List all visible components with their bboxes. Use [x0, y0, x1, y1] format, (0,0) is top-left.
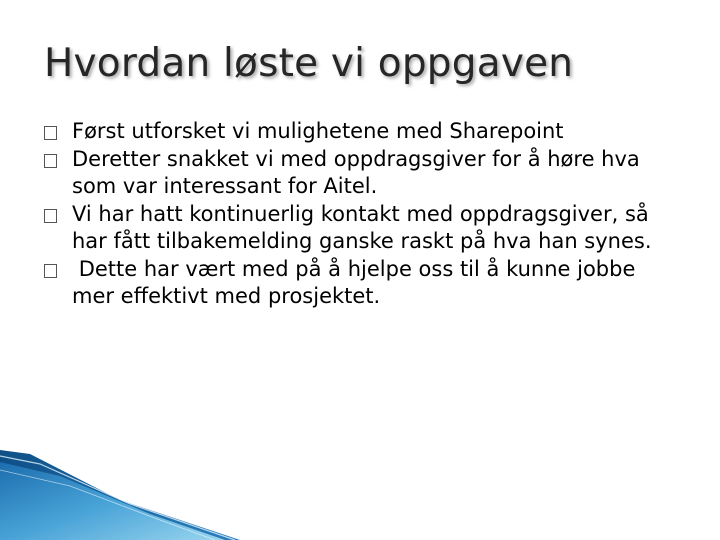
empty-square-icon	[44, 209, 57, 223]
bullet-text: Først utforsket vi mulighetene med Sharepoint	[72, 119, 564, 143]
bullet-item	[44, 118, 684, 146]
bullet-list	[44, 118, 684, 311]
slide-title: Hvordan løste vi oppgaven	[44, 41, 574, 86]
empty-square-icon	[44, 264, 57, 278]
empty-square-icon	[44, 154, 57, 168]
bullet-item	[44, 201, 684, 256]
bullet-text: Vi har hatt kontinuerlig kontakt med oppdragsgiver, så har fått tilbakemelding ganske raskt på hva han synes.	[72, 201, 652, 253]
bullet-item	[44, 146, 684, 201]
bullet-text: Dette har vært med på å hjelpe oss til å kunne jobbe mer effektivt med prosjektet.	[72, 256, 643, 308]
decorative-corner-swoosh	[0, 450, 240, 540]
bullet-text: Deretter snakket vi med oppdragsgiver for å høre hva som var interessant for Aitel.	[72, 146, 640, 198]
empty-square-icon	[44, 126, 57, 140]
bullet-item	[44, 256, 684, 311]
